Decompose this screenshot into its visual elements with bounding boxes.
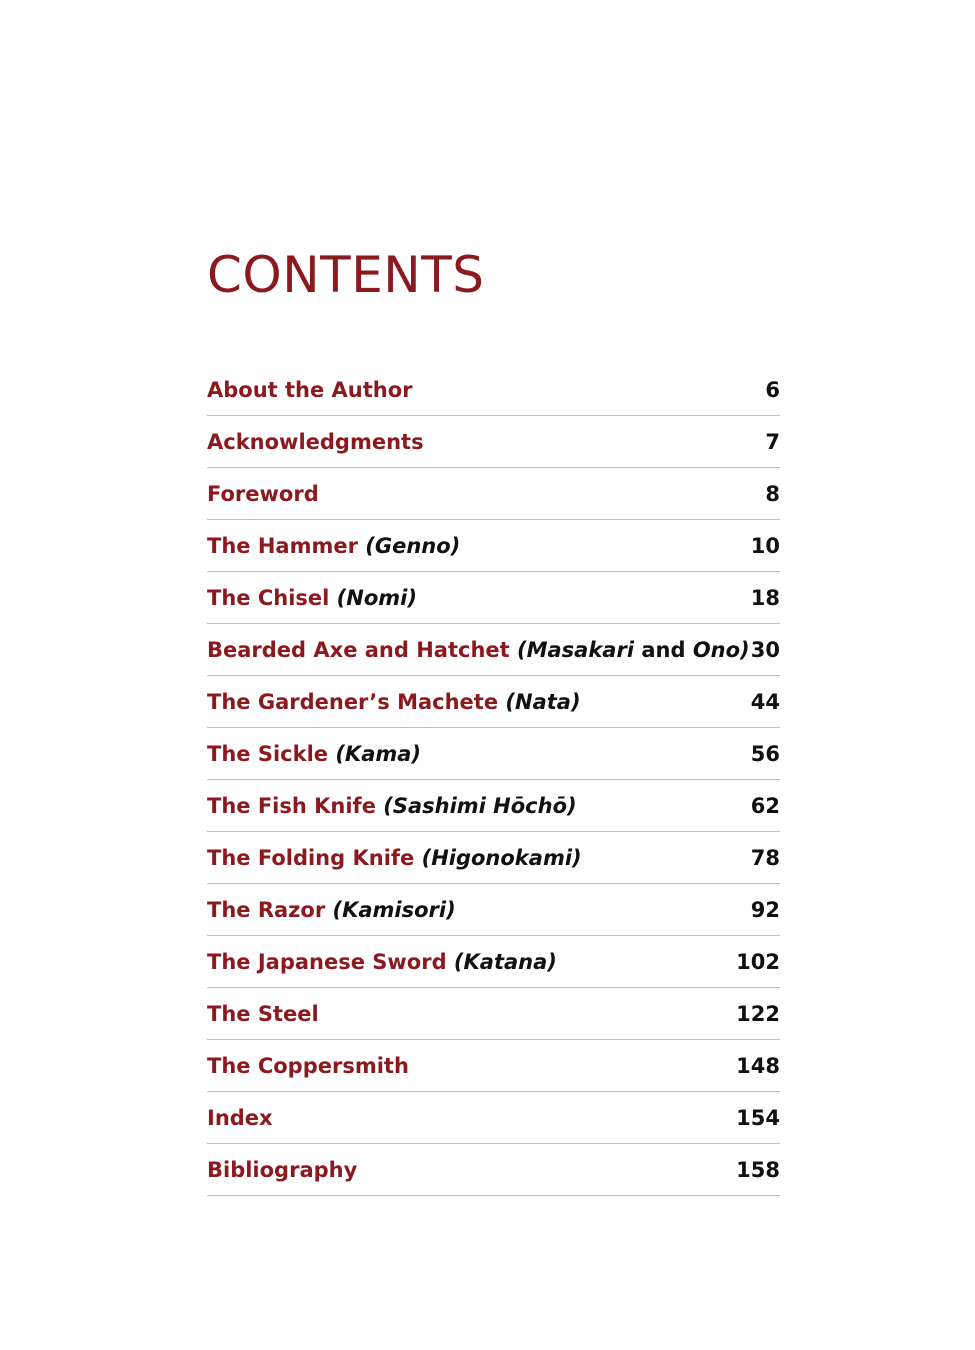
toc-entry-title-line (207, 1106, 273, 1130)
toc-entry-title-line (207, 950, 557, 974)
toc-entry-page-number: 148 (736, 1053, 780, 1078)
toc-entry-the-steel[interactable] (207, 988, 780, 1040)
toc-entry-title: Index (207, 1105, 273, 1130)
toc-entry-the-coppersmith[interactable] (207, 1040, 780, 1092)
toc-entry-title-line (207, 378, 413, 402)
toc-entry-title-line (207, 638, 750, 662)
toc-entry-title: The Fish Knife (207, 793, 376, 818)
toc-entry-title: The Chisel (207, 585, 330, 610)
toc-entry-acknowledgments[interactable] (207, 416, 780, 468)
toc-entry-title: The Hammer (207, 533, 358, 558)
toc-entry-japanese-name: (Nata) (505, 689, 581, 714)
toc-entry-title: The Steel (207, 1001, 319, 1026)
toc-entry-the-japanese-sword[interactable] (207, 936, 780, 988)
table-of-contents (207, 364, 780, 1196)
toc-entry-index[interactable] (207, 1092, 780, 1144)
toc-entry-title-line (207, 1054, 409, 1078)
toc-entry-title: The Japanese Sword (207, 949, 447, 974)
toc-entry-japanese-name: (Higonokami) (421, 845, 582, 870)
toc-entry-title-line (207, 742, 421, 766)
toc-entry-japanese-name-conjunction: and (634, 637, 693, 662)
toc-entry-page-number: 6 (765, 377, 780, 402)
toc-entry-bibliography[interactable] (207, 1144, 780, 1196)
toc-entry-bearded-axe-and-hatchet[interactable] (207, 624, 780, 676)
toc-entry-japanese-name-part: (Masakari (517, 637, 635, 662)
toc-entry-page-number: 44 (750, 689, 780, 714)
toc-entry-page-number: 30 (750, 637, 780, 662)
toc-entry-the-fish-knife[interactable] (207, 780, 780, 832)
toc-entry-japanese-name (517, 638, 750, 662)
toc-entry-japanese-name: (Kama) (335, 741, 422, 766)
toc-entry-title-line (207, 690, 581, 714)
toc-entry-title-line (207, 1158, 357, 1182)
toc-entry-about-the-author[interactable] (207, 364, 780, 416)
toc-entry-page-number: 102 (736, 949, 780, 974)
toc-entry-page-number: 7 (765, 429, 780, 454)
toc-entry-title: The Gardener’s Machete (207, 689, 499, 714)
toc-entry-title-line (207, 794, 577, 818)
toc-entry-title: The Folding Knife (207, 845, 415, 870)
toc-entry-page-number: 158 (736, 1157, 780, 1182)
toc-entry-title: Acknowledgments (207, 429, 424, 454)
toc-entry-the-gardeners-machete[interactable] (207, 676, 780, 728)
toc-entry-page-number: 56 (750, 741, 780, 766)
toc-entry-page-number: 122 (736, 1001, 780, 1026)
page-title: CONTENTS (207, 246, 485, 304)
toc-entry-foreword[interactable] (207, 468, 780, 520)
toc-entry-japanese-name: (Kamisori) (332, 897, 456, 922)
toc-entry-japanese-name-part: Ono) (692, 637, 750, 662)
toc-entry-the-sickle[interactable] (207, 728, 780, 780)
toc-entry-page-number: 62 (750, 793, 780, 818)
toc-entry-page-number: 78 (750, 845, 780, 870)
toc-entry-page-number: 18 (750, 585, 780, 610)
toc-entry-title: The Coppersmith (207, 1053, 409, 1078)
toc-entry-japanese-name: (Nomi) (336, 585, 417, 610)
toc-entry-title-line (207, 534, 460, 558)
toc-entry-title-line (207, 898, 456, 922)
toc-entry-title-line (207, 482, 319, 506)
toc-entry-page-number: 10 (750, 533, 780, 558)
toc-entry-the-folding-knife[interactable] (207, 832, 780, 884)
toc-entry-japanese-name: (Genno) (365, 533, 461, 558)
toc-entry-page-number: 154 (736, 1105, 780, 1130)
toc-entry-title-line (207, 586, 417, 610)
toc-entry-title-line (207, 430, 424, 454)
toc-entry-japanese-name: (Katana) (453, 949, 557, 974)
toc-entry-title-line (207, 846, 582, 870)
toc-entry-title: Bibliography (207, 1157, 358, 1182)
toc-entry-title-line (207, 1002, 319, 1026)
toc-entry-the-hammer[interactable] (207, 520, 780, 572)
toc-entry-title: Bearded Axe and Hatchet (207, 637, 510, 662)
toc-entry-page-number: 8 (765, 481, 780, 506)
toc-entry-title: The Razor (207, 897, 326, 922)
toc-entry-page-number: 92 (750, 897, 780, 922)
toc-entry-japanese-name: (Sashimi Hōchō) (383, 793, 577, 818)
toc-entry-the-chisel[interactable] (207, 572, 780, 624)
toc-entry-the-razor[interactable] (207, 884, 780, 936)
toc-entry-title: Foreword (207, 481, 319, 506)
toc-entry-title: About the Author (207, 377, 413, 402)
toc-entry-title: The Sickle (207, 741, 329, 766)
